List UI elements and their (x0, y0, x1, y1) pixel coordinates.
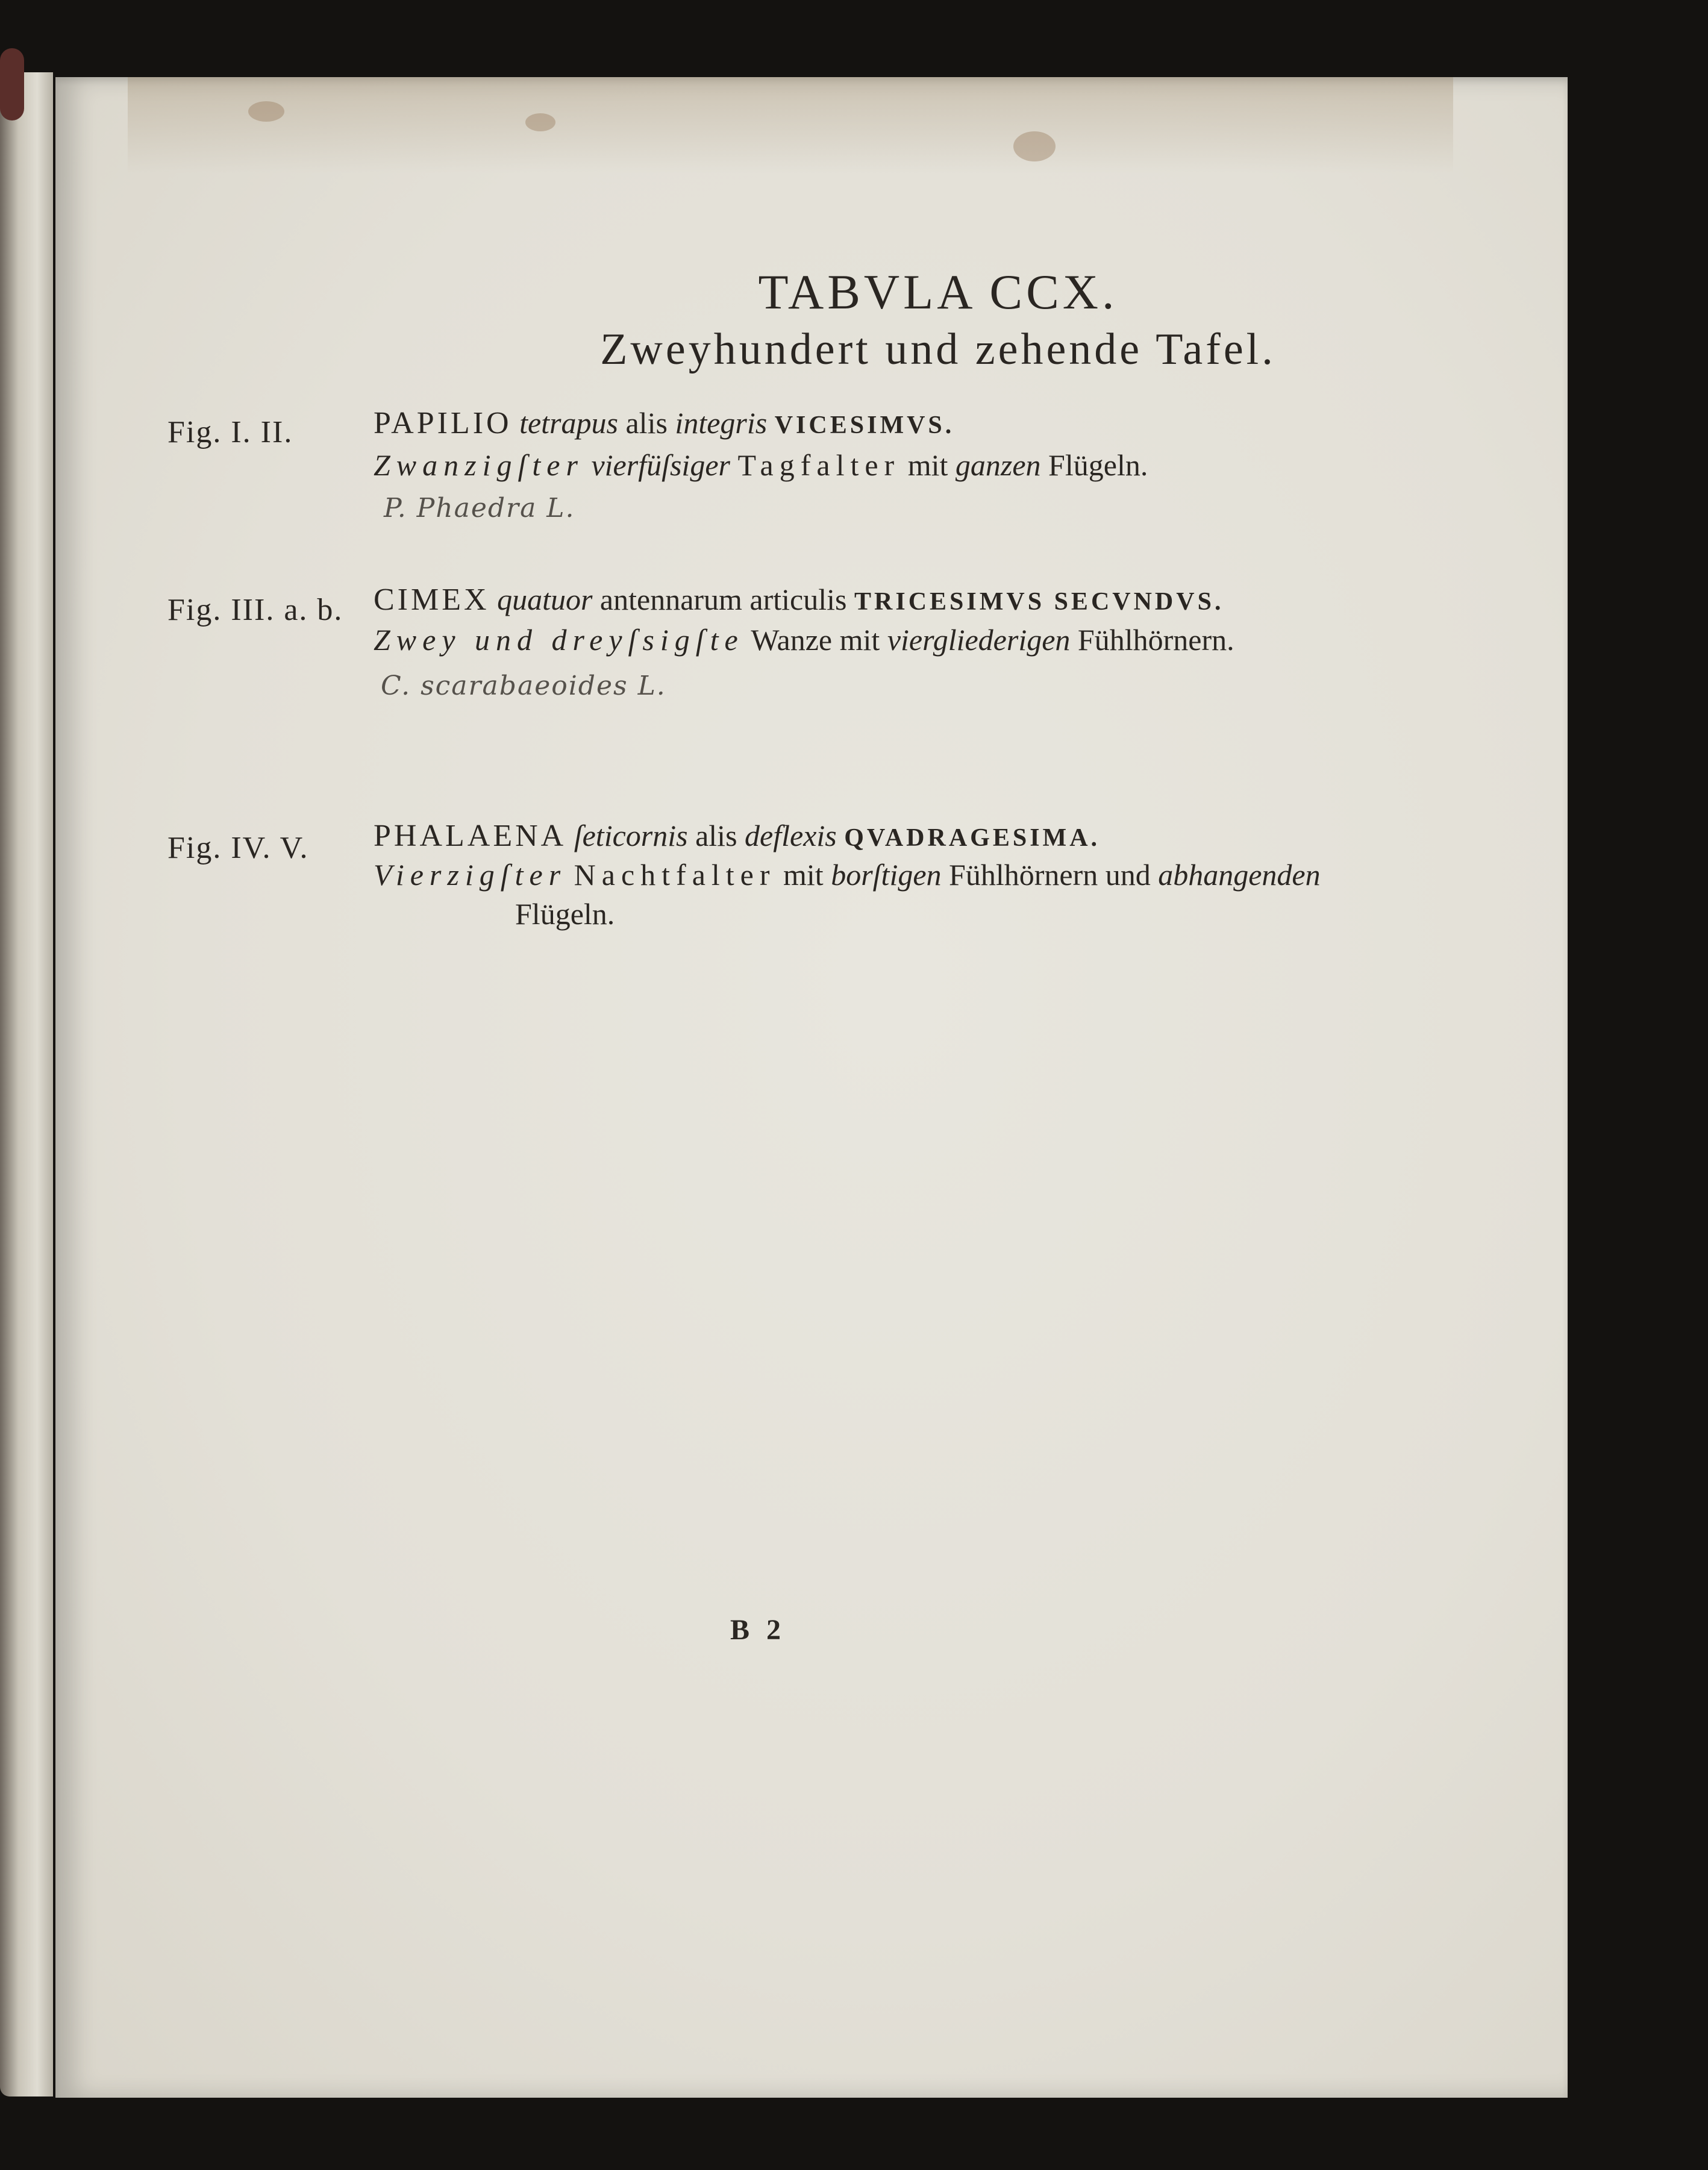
foxing-spot (525, 113, 555, 131)
latin-word: quatuor (497, 583, 593, 616)
genus: CIMEX (374, 583, 490, 617)
latin-word: tetrapus (519, 406, 618, 440)
latin-line (374, 818, 1100, 854)
foxing-spot (248, 101, 284, 122)
ordinal: TRICESIMVS SECVNDVS. (854, 588, 1224, 616)
german-word: Vierzigſter (374, 858, 567, 892)
handwritten-note: C. scarabaeoides L. (381, 671, 666, 701)
fig-label: Fig. I. II. (167, 415, 293, 449)
german-word: mit (783, 858, 824, 892)
german-line (374, 448, 1148, 483)
german-word: Tagfalter (737, 448, 901, 482)
german-line (374, 857, 1321, 892)
german-word: abhangenden (1158, 858, 1321, 892)
folio-signature: B 2 (730, 1614, 786, 1646)
latin-word: alis (625, 406, 668, 440)
german-continuation: Flügeln. (515, 897, 615, 931)
genus: PAPILIO (374, 406, 512, 440)
book-page (55, 77, 1568, 2098)
latin-word: integris (675, 406, 768, 440)
german-word: borſtigen (831, 858, 942, 892)
page-title: TABVLA CCX. (758, 264, 1118, 319)
latin-line (374, 405, 954, 441)
left-page-edge (0, 72, 53, 2097)
latin-word: antennarum articulis (599, 583, 847, 616)
german-word: Flügeln. (1048, 448, 1148, 482)
latin-word: deflexis (745, 819, 837, 852)
foxing-spot (1013, 131, 1056, 161)
foxing-stain (128, 77, 1453, 174)
german-word: Fühlhörnern. (1077, 623, 1234, 657)
binding (0, 48, 24, 120)
german-word: Wanze mit (751, 623, 880, 657)
latin-word: alis (695, 819, 737, 852)
german-word: Nachtfalter (574, 858, 776, 892)
latin-word: ſeticornis (574, 819, 688, 852)
fig-label: Fig. III. a. b. (167, 593, 343, 627)
german-word: mit (907, 448, 948, 482)
german-word: Zwey und dreyſsigſte (374, 623, 744, 657)
german-word: viergliederigen (887, 623, 1071, 657)
ordinal: QVADRAGESIMA. (844, 824, 1101, 852)
german-word: Fühlhörnern und (949, 858, 1151, 892)
german-line (374, 622, 1234, 657)
fig-label: Fig. IV. V. (167, 831, 309, 865)
latin-line (374, 582, 1224, 618)
page-subtitle: Zweyhundert und zehende Tafel. (600, 325, 1276, 374)
handwritten-note: P. Phaedra L. (384, 493, 575, 524)
german-word: Zwanzigſter (374, 448, 584, 482)
genus: PHALAENA (374, 819, 567, 853)
german-word: vierfüſsiger (591, 448, 730, 482)
german-word: ganzen (955, 448, 1041, 482)
ordinal: VICESIMVS. (774, 411, 955, 439)
